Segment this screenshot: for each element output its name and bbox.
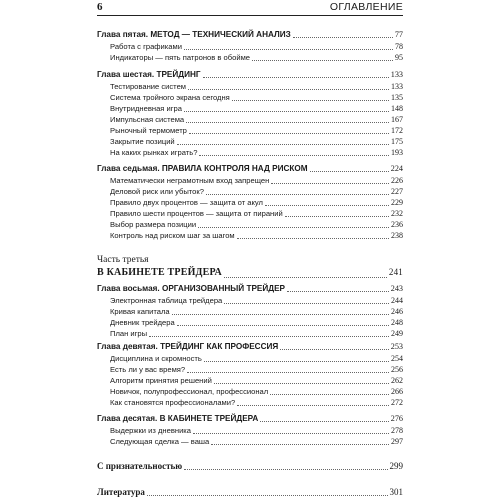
- part-label: Часть третья: [97, 255, 149, 265]
- toc-entry[interactable]: Есть ли у вас время? 256: [110, 365, 403, 374]
- table-of-contents: [97, 0, 403, 500]
- toc-entry[interactable]: Система тройного экрана сегодня 135: [110, 93, 403, 102]
- toc-entry[interactable]: Закрытие позиций 175: [110, 137, 403, 146]
- toc-entry[interactable]: Работа с графиками 78: [110, 42, 403, 51]
- toc-entry[interactable]: Правило двух процентов — защита от акул 229: [110, 198, 403, 207]
- toc-chapter-10[interactable]: Глава десятая. В КАБИНЕТЕ ТРЕЙДЕРА 276: [97, 414, 403, 423]
- toc-entry[interactable]: Математически неграмотным вход запрещен 226: [110, 176, 403, 185]
- toc-entry[interactable]: План игры 249: [110, 329, 403, 338]
- toc-entry[interactable]: Импульсная система 167: [110, 115, 403, 124]
- toc-entry[interactable]: Дисциплина и скромность 254: [110, 354, 403, 363]
- toc-entry[interactable]: На каких рынках играть? 193: [110, 148, 403, 157]
- toc-entry[interactable]: Новичок, полупрофессионал, профессионал 266: [110, 387, 403, 396]
- toc-chapter-9[interactable]: Глава девятая. ТРЕЙДИНГ КАК ПРОФЕССИЯ 253: [97, 342, 403, 351]
- toc-chapter-7[interactable]: Глава седьмая. ПРАВИЛА КОНТРОЛЯ НАД РИСКОМ 224: [97, 164, 403, 173]
- toc-chapter-6[interactable]: Глава шестая. ТРЕЙДИНГ 133: [97, 70, 403, 79]
- toc-entry[interactable]: Кривая капитала 246: [110, 307, 403, 316]
- toc-entry[interactable]: Электронная таблица трейдера 244: [110, 296, 403, 305]
- toc-entry[interactable]: Индикаторы — пять патронов в обойме 95: [110, 53, 403, 62]
- running-title: ОГЛАВЛЕНИЕ: [329, 1, 403, 13]
- toc-entry[interactable]: Как становятся профессионалами? 272: [110, 398, 403, 407]
- toc-literature[interactable]: Литература 301: [97, 487, 403, 497]
- toc-entry[interactable]: Контроль над риском шаг за шагом 238: [110, 231, 403, 240]
- toc-entry[interactable]: Выбор размера позиции 236: [110, 220, 403, 229]
- toc-entry[interactable]: Выдержки из дневника 278: [110, 426, 403, 435]
- toc-part-3[interactable]: В КАБИНЕТЕ ТРЕЙДЕРА 241: [97, 267, 403, 278]
- toc-chapter-5[interactable]: Глава пятая. МЕТОД — ТЕХНИЧЕСКИЙ АНАЛИЗ 77: [97, 30, 403, 39]
- toc-entry[interactable]: Рыночный термометр 172: [110, 126, 403, 135]
- toc-entry[interactable]: Тестирование систем 133: [110, 82, 403, 91]
- page-number: 6: [97, 1, 103, 13]
- toc-entry[interactable]: Деловой риск или убыток? 227: [110, 187, 403, 196]
- toc-entry[interactable]: Алгоритм принятия решений 262: [110, 376, 403, 385]
- toc-chapter-8[interactable]: Глава восьмая. ОРГАНИЗОВАННЫЙ ТРЕЙДЕР 243: [97, 284, 403, 293]
- toc-entry[interactable]: Внутридневная игра 148: [110, 104, 403, 113]
- toc-acknowledgements[interactable]: С признательностью 299: [97, 461, 403, 471]
- toc-entry[interactable]: Правило шести процентов — защита от пираний 232: [110, 209, 403, 218]
- toc-entry[interactable]: Следующая сделка — ваша 297: [110, 437, 403, 446]
- toc-entry[interactable]: Дневник трейдера 248: [110, 318, 403, 327]
